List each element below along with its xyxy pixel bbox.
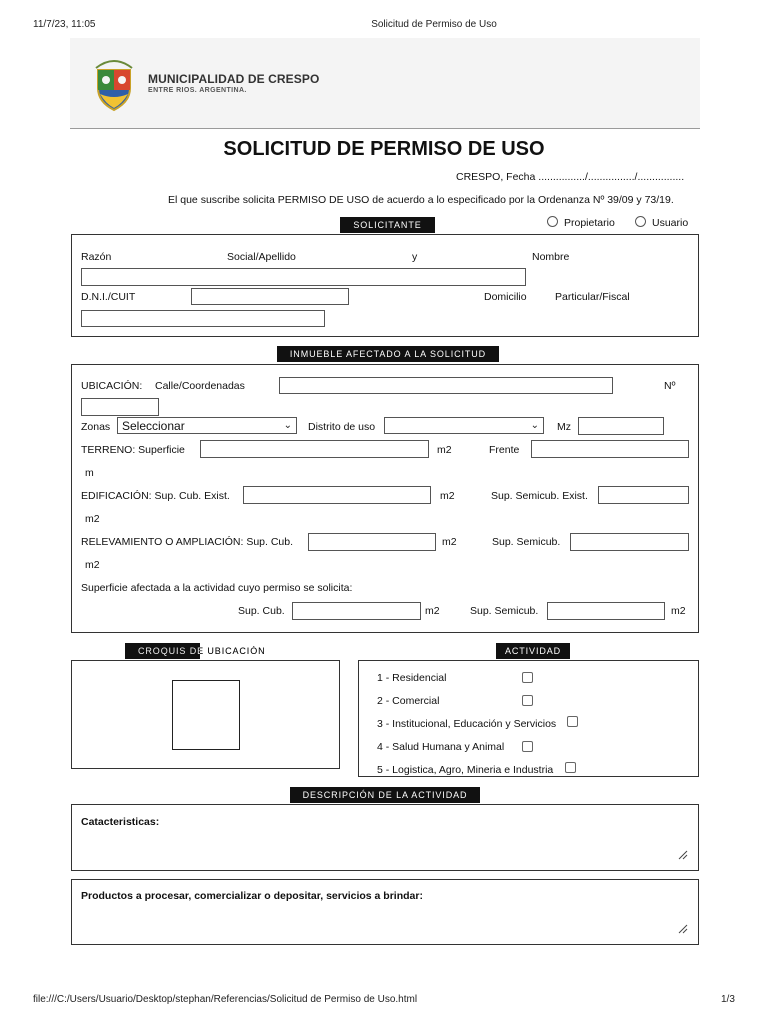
municipal-banner: [70, 38, 700, 129]
municipal-crest-icon: [92, 54, 136, 112]
label-distrito: Distrito de uso: [308, 421, 376, 433]
label-edificacion: EDIFICACIÓN: Sup. Cub. Exist.: [81, 490, 230, 502]
actividad-item-5: 5 - Logistica, Agro, Mineria e Industria: [377, 764, 554, 776]
productos-textarea[interactable]: [71, 879, 699, 945]
municipality-subtitle: ENTRE RIOS. ARGENTINA.: [148, 87, 247, 94]
relevamiento-semicub-input[interactable]: [570, 533, 689, 551]
actividad-item-1: 1 - Residencial: [377, 672, 447, 684]
section-inmueble: INMUEBLE AFECTADO A LA SOLICITUD: [277, 346, 499, 362]
section-actividad: ACTIVIDAD: [496, 643, 570, 659]
terreno-superficie-input[interactable]: [200, 440, 429, 458]
afectada-cub-input[interactable]: [292, 602, 421, 620]
dni-cuit-input[interactable]: [191, 288, 349, 305]
label-calle-coordenadas: Calle/Coordenadas: [155, 380, 245, 392]
label-semicub: Sup. Semicub.: [492, 536, 561, 548]
section-croquis-label: CROQUIS DE UBICACIÓN: [138, 646, 266, 656]
label-nombre: Nombre: [532, 251, 570, 263]
checkbox-comercial[interactable]: [522, 695, 533, 706]
label-afectada-semicub-m2: m2: [671, 605, 686, 617]
chevron-down-icon: ⌄: [530, 420, 539, 431]
radio-usuario-label: Usuario: [652, 217, 689, 229]
relevamiento-cub-input[interactable]: [308, 533, 436, 551]
label-numero: Nº: [664, 380, 676, 392]
radio-usuario[interactable]: [635, 216, 646, 227]
label-relevamiento: RELEVAMIENTO O AMPLIACIÓN: Sup. Cub.: [81, 536, 294, 548]
label-sup-semicub: Sup. Semicub.: [470, 605, 539, 617]
label-superficie-afectada: Superficie afectada a la actividad cuyo permiso se solicita:: [81, 582, 353, 594]
label-sup-cub: Sup. Cub.: [238, 605, 285, 617]
label-y: y: [412, 251, 418, 263]
label-semicub-exist-m2: m2: [85, 513, 100, 525]
print-datetime: 11/7/23, 11:05: [33, 19, 96, 30]
label-frente-m: m: [85, 467, 94, 479]
zonas-select[interactable]: [117, 417, 297, 434]
page-title: SOLICITUD DE PERMISO DE USO: [223, 138, 545, 160]
radio-propietario-label: Propietario: [564, 217, 615, 229]
actividad-box: [358, 660, 699, 777]
label-frente: Frente: [489, 444, 520, 456]
inmueble-box: [71, 364, 699, 633]
label-domicilio: Domicilio: [484, 291, 527, 303]
label-productos: Productos a procesar, comercializar o depositar, servicios a brindar:: [81, 890, 423, 902]
print-page-title: Solicitud de Permiso de Uso: [371, 19, 497, 30]
checkbox-residencial[interactable]: [522, 672, 533, 683]
croquis-drawing-area[interactable]: [172, 680, 240, 750]
label-mz: Mz: [557, 421, 571, 433]
section-solicitante: SOLICITANTE: [340, 217, 435, 233]
actividad-item-4: 4 - Salud Humana y Animal: [377, 741, 505, 753]
edificacion-cub-input[interactable]: [243, 486, 431, 504]
caracteristicas-textarea[interactable]: [71, 804, 699, 871]
chevron-down-icon: ⌄: [283, 420, 292, 431]
label-terreno-m2: m2: [437, 444, 452, 456]
radio-propietario[interactable]: [547, 216, 558, 227]
label-afectada-cub-m2: m2: [425, 605, 440, 617]
label-semicub-exist: Sup. Semicub. Exist.: [491, 490, 588, 502]
section-croquis: [125, 643, 270, 659]
numero-input[interactable]: [81, 398, 159, 416]
afectada-semicub-input[interactable]: [547, 602, 665, 620]
municipality-name: MUNICIPALIDAD DE CRESPO: [148, 72, 320, 86]
intro-text: El que suscribe solicita PERMISO DE USO de acuerdo a lo especificado por la Ordenanza Nº 39/09 y 73/19.: [168, 194, 674, 206]
resize-handle-icon[interactable]: [678, 850, 688, 860]
label-edificacion-m2: m2: [440, 490, 455, 502]
edificacion-semicub-input[interactable]: [598, 486, 689, 504]
section-descripcion: DESCRIPCIÓN DE LA ACTIVIDAD: [290, 787, 480, 803]
label-social-apellido: Social/Apellido: [227, 251, 296, 263]
resize-handle-icon[interactable]: [678, 924, 688, 934]
print-footer-url: file:///C:/Users/Usuario/Desktop/stephan/Referencias/Solicitud de Permiso de Uso.html: [33, 994, 418, 1005]
label-dni: D.N.I./CUIT: [81, 291, 136, 303]
label-particular-fiscal: Particular/Fiscal: [555, 291, 630, 303]
date-line: CRESPO, Fecha ................/................/................: [456, 171, 685, 183]
print-page-count: 1/3: [721, 994, 735, 1005]
actividad-item-3: 3 - Institucional, Educación y Servicios: [377, 718, 557, 730]
distrito-select[interactable]: [384, 417, 544, 434]
domicilio-input[interactable]: [81, 310, 325, 327]
label-zonas: Zonas: [81, 421, 111, 433]
checkbox-salud[interactable]: [522, 741, 533, 752]
solicitante-box: [71, 234, 699, 337]
frente-input[interactable]: [531, 440, 689, 458]
actividad-item-2: 2 - Comercial: [377, 695, 440, 707]
label-terreno: TERRENO: Superficie: [81, 444, 185, 456]
zonas-select-value: Seleccionar: [122, 418, 185, 433]
checkbox-institucional[interactable]: [567, 716, 578, 727]
croquis-box: [71, 660, 340, 769]
label-caracteristicas: Catacteristicas:: [81, 816, 160, 828]
label-ubicacion: UBICACIÓN:: [81, 380, 143, 392]
label-razon: Razón: [81, 251, 112, 263]
label-relevamiento-m2: m2: [442, 536, 457, 548]
razon-social-input[interactable]: [81, 268, 526, 286]
calle-coordenadas-input[interactable]: [279, 377, 613, 394]
label-semicub-m2: m2: [85, 559, 100, 571]
checkbox-logistica[interactable]: [565, 762, 576, 773]
mz-input[interactable]: [578, 417, 664, 435]
